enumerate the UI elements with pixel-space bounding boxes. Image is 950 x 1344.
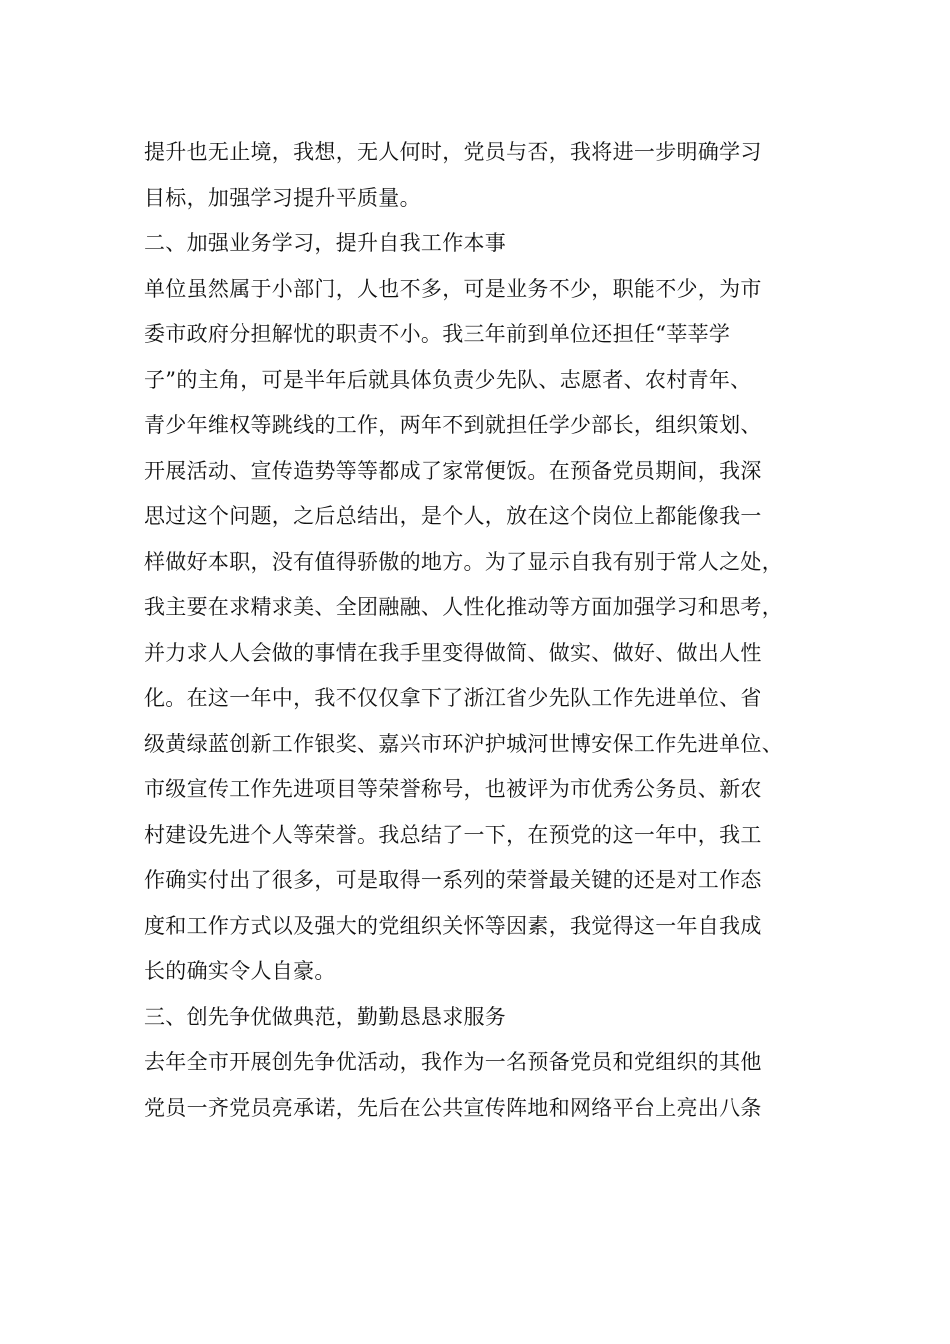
paragraph-line: 党员一齐党员亮承诺，先后在公共宣传阵地和网络平台上亮出八条	[144, 1095, 762, 1120]
paragraph-line: 提升也无止境，我想，无人何时，党员与否，我将进一步明确学习	[144, 140, 762, 164]
paragraph-line: 目标，加强学习提升平质量。	[144, 185, 421, 210]
paragraph-line: 并力求人人会做的事情在我手里变得做简、做实、做好、做出人性	[144, 640, 762, 665]
paragraph-line: 青少年维权等跳线的工作，两年不到就担任学少部长，组织策划、	[144, 413, 762, 437]
paragraph-line: 长的确实令人自豪。	[144, 959, 336, 983]
paragraph-line: 委市政府分担解忧的职责不小。我三年前到单位还担任“莘莘学	[144, 322, 731, 346]
paragraph-line: 作确实付出了很多，可是取得一系列的荣誉最关键的还是对工作态	[144, 868, 762, 892]
paragraph-line: 单位虽然属于小部门，人也不多，可是业务不少，职能不少，为市	[144, 276, 762, 301]
section-heading: 二、加强业务学习，提升自我工作本事	[144, 231, 507, 255]
paragraph-line: 化。在这一年中，我不仅仅拿下了浙江省少先队工作先进单位、省	[144, 686, 762, 710]
paragraph-line: 样做好本职，没有值得骄傲的地方。为了显示自我有别于常人之处，	[144, 549, 783, 574]
paragraph-line: 去年全市开展创先争优活动，我作为一名预备党员和党组织的其他	[144, 1050, 762, 1074]
paragraph-line: 村建设先进个人等荣誉。我总结了一下，在预党的这一年中，我工	[144, 822, 762, 847]
document-body	[144, 130, 834, 1131]
section-heading: 三、创先争优做典范，勤勤恳恳求服务	[144, 1004, 507, 1029]
paragraph-line: 市级宣传工作先进项目等荣誉称号，也被评为市优秀公务员、新农	[144, 777, 762, 801]
paragraph-line: 思过这个问题，之后总结出，是个人，放在这个岗位上都能像我一	[144, 504, 762, 528]
paragraph-line: 开展活动、宣传造势等等都成了家常便饭。在预备党员期间，我深	[144, 458, 762, 483]
paragraph-line: 子”的主角，可是半年后就具体负责少先队、志愿者、农村青年、	[144, 367, 752, 392]
paragraph-line: 我主要在求精求美、全团融融、人性化推动等方面加强学习和思考，	[144, 595, 783, 619]
paragraph-line: 度和工作方式以及强大的党组织关怀等因素，我觉得这一年自我成	[144, 913, 762, 938]
paragraph-line: 级黄绿蓝创新工作银奖、嘉兴市环沪护城河世博安保工作先进单位、	[144, 731, 783, 756]
